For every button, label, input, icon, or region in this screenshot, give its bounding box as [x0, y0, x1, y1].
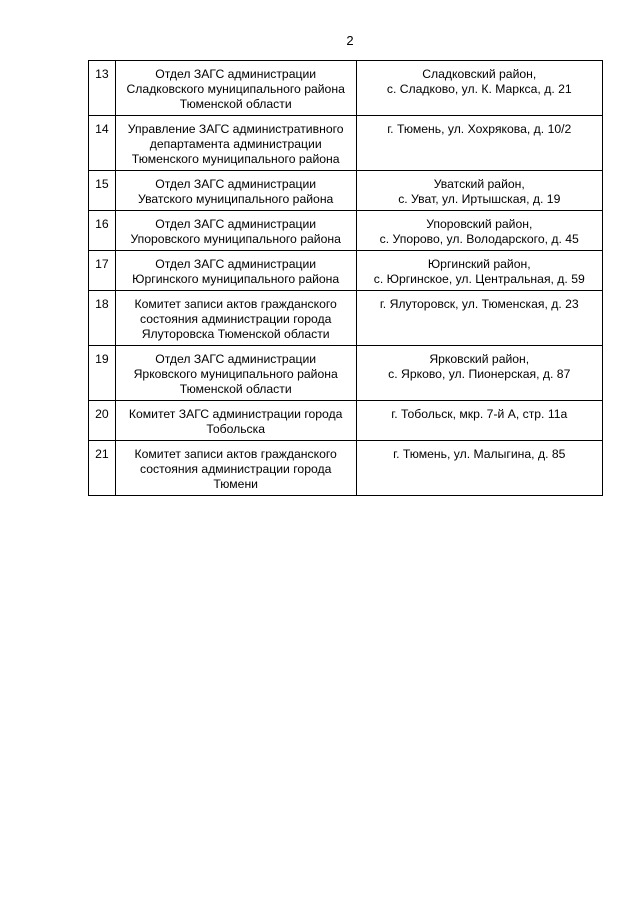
- row-number: 20: [89, 401, 116, 441]
- row-number: 15: [89, 171, 116, 211]
- row-number: 14: [89, 116, 116, 171]
- office-name-line: Тюменского муниципального района: [131, 152, 340, 166]
- office-name-line: Ялуторовска Тюменской области: [141, 327, 330, 341]
- office-name-line: Отдел ЗАГС администрации: [155, 67, 317, 81]
- office-name-cell: [115, 211, 356, 251]
- row-number: 19: [89, 346, 116, 401]
- row-number: 17: [89, 251, 116, 291]
- office-name-line: Тюменской области: [179, 382, 292, 396]
- address-line: с. Сладково, ул. К. Маркса, д. 21: [386, 82, 572, 96]
- table-row: [89, 211, 603, 251]
- table-row: [89, 171, 603, 211]
- table-row: [89, 61, 603, 116]
- office-name-cell: [115, 61, 356, 116]
- address-cell: [356, 171, 602, 211]
- registry-table: [88, 60, 603, 496]
- office-name-cell: [115, 116, 356, 171]
- address-cell: [356, 61, 602, 116]
- table-row: [89, 401, 603, 441]
- office-name-cell: [115, 441, 356, 496]
- address-cell: [356, 211, 602, 251]
- office-name-line: Управление ЗАГС административного: [127, 122, 344, 136]
- page-number: 2: [346, 33, 354, 48]
- address-line: с. Ярково, ул. Пионерская, д. 87: [388, 367, 571, 381]
- office-name-line: Отдел ЗАГС администрации: [155, 352, 317, 366]
- address-line: Юргинский район,: [427, 257, 531, 271]
- address-line: г. Тюмень, ул. Малыгина, д. 85: [393, 447, 566, 461]
- address-line: с. Юргинское, ул. Центральная, д. 59: [373, 272, 585, 286]
- office-name-line: Комитет записи актов гражданского: [134, 297, 337, 311]
- address-cell: [356, 251, 602, 291]
- address-line: с. Уват, ул. Иртышская, д. 19: [398, 192, 561, 206]
- table-row: [89, 116, 603, 171]
- address-cell: [356, 291, 602, 346]
- office-name-line: Комитет ЗАГС администрации города: [128, 407, 343, 421]
- row-number: 18: [89, 291, 116, 346]
- row-number: 13: [89, 61, 116, 116]
- row-number: 16: [89, 211, 116, 251]
- registry-table-body: [89, 61, 603, 496]
- office-name-cell: [115, 251, 356, 291]
- office-name-line: Юргинского муниципального района: [132, 272, 340, 286]
- office-name-line: состояния администрации города: [139, 462, 332, 476]
- address-cell: [356, 116, 602, 171]
- address-cell: [356, 441, 602, 496]
- table-row: [89, 441, 603, 496]
- address-line: Ярковский район,: [429, 352, 530, 366]
- office-name-cell: [115, 346, 356, 401]
- office-name-line: Отдел ЗАГС администрации: [155, 257, 317, 271]
- office-name-cell: [115, 171, 356, 211]
- office-name-line: Сладковского муниципального района: [126, 82, 345, 96]
- address-line: с. Упорово, ул. Володарского, д. 45: [379, 232, 579, 246]
- office-name-line: Отдел ЗАГС администрации: [155, 177, 317, 191]
- address-cell: [356, 346, 602, 401]
- office-name-line: Комитет записи актов гражданского: [134, 447, 337, 461]
- table-row: [89, 346, 603, 401]
- office-name-line: Тобольска: [206, 422, 266, 436]
- address-line: г. Тобольск, мкр. 7-й А, стр. 11а: [391, 407, 568, 421]
- address-line: Упоровский район,: [426, 217, 533, 231]
- office-name-line: Ярковского муниципального района: [133, 367, 338, 381]
- table-row: [89, 291, 603, 346]
- table-row: [89, 251, 603, 291]
- row-number: 21: [89, 441, 116, 496]
- office-name-line: состояния администрации города: [139, 312, 332, 326]
- office-name-cell: [115, 291, 356, 346]
- address-line: г. Тюмень, ул. Хохрякова, д. 10/2: [387, 122, 572, 136]
- office-name-cell: [115, 401, 356, 441]
- office-name-line: Уватского муниципального района: [138, 192, 334, 206]
- address-line: Уватский район,: [433, 177, 525, 191]
- address-line: г. Ялуторовск, ул. Тюменская, д. 23: [379, 297, 579, 311]
- office-name-line: Отдел ЗАГС администрации: [155, 217, 317, 231]
- address-cell: [356, 401, 602, 441]
- office-name-line: Тюмени: [213, 477, 258, 491]
- address-line: Сладковский район,: [422, 67, 537, 81]
- office-name-line: Тюменской области: [179, 97, 292, 111]
- office-name-line: Упоровского муниципального района: [130, 232, 341, 246]
- office-name-line: департамента администрации: [149, 137, 322, 151]
